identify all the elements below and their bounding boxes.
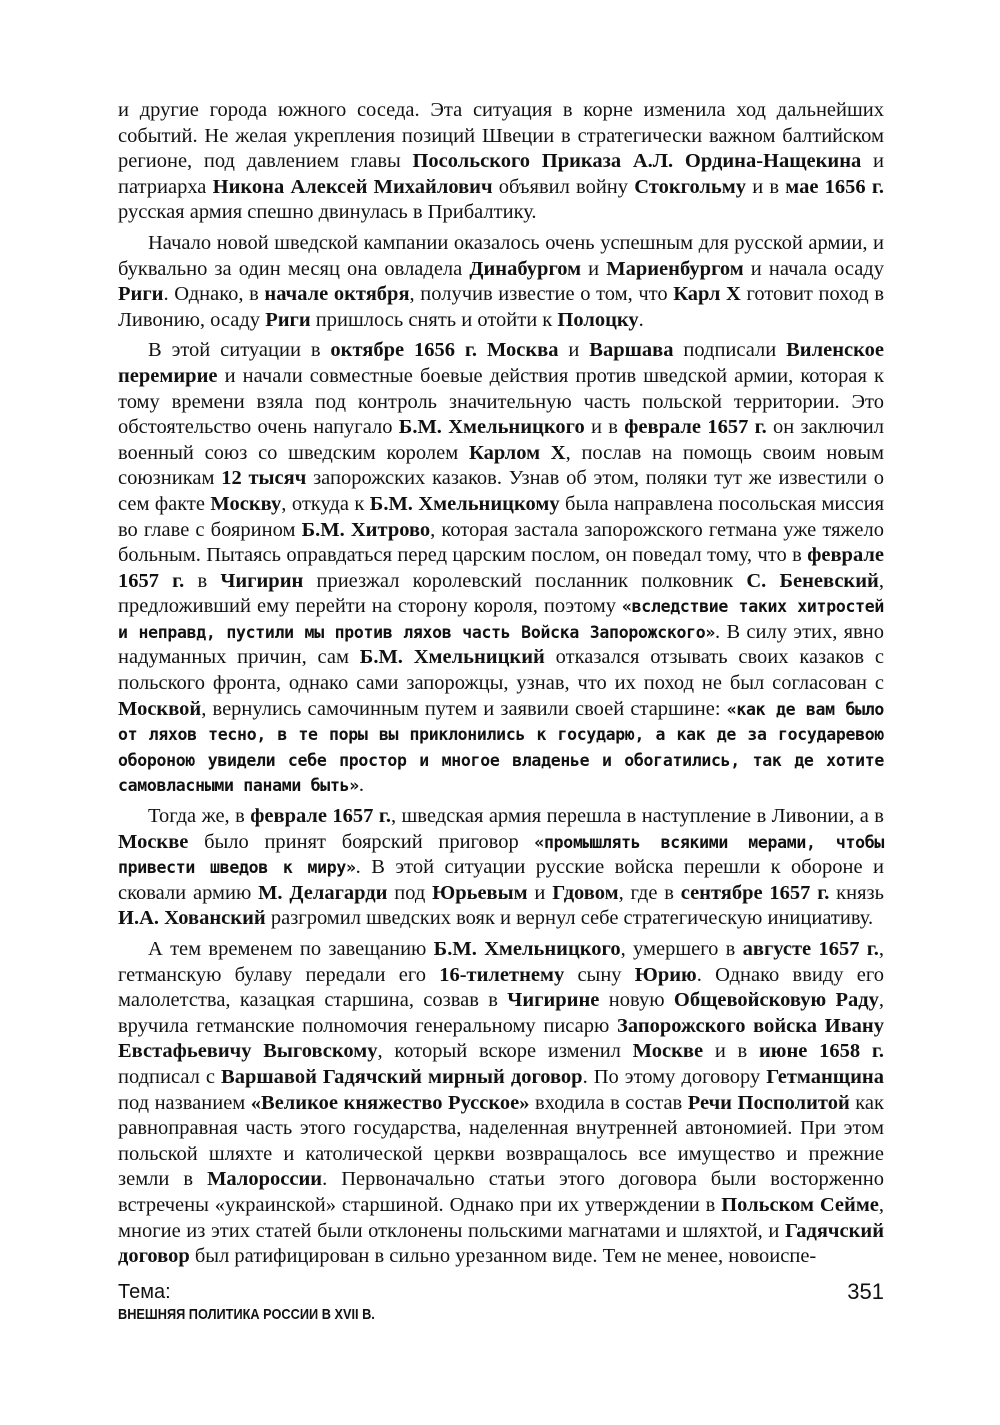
text-run: , вернулись самочинным путем и заявили своей старшине:	[201, 697, 727, 720]
paragraph	[118, 804, 884, 932]
text-run: А тем временем по завещанию	[148, 938, 434, 960]
bold-term: Б.М. Хмельницкого	[398, 416, 585, 439]
bold-term: Б.М. Хмельницкого	[433, 938, 621, 960]
bold-term: Юрьевым	[432, 881, 528, 904]
bold-term: Общевойсковую Раду	[673, 989, 879, 1012]
text-run: , гетманскую булаву передали его	[118, 938, 884, 986]
bold-term: Риги	[118, 283, 164, 306]
paragraph	[118, 231, 884, 333]
text-run: сыну	[564, 963, 635, 986]
topic-title: ВНЕШНЯЯ ПОЛИТИКА РОССИИ В XVII В.	[118, 1306, 375, 1323]
text-run: . Однако ввиду его малолетства, казацкая старшина, созвав в	[118, 963, 884, 1012]
bold-term: Москвой	[118, 697, 202, 720]
text-run: готовит поход в Ливонию, осаду	[118, 283, 885, 331]
text-run: отказался отзывать своих казаков с польского фронта, однако сами запорожцы, узнав, что их поход не был согласован с	[118, 646, 885, 695]
text-run: пришлось снять и отойти к	[310, 308, 558, 331]
bold-term: начале октября	[264, 283, 410, 306]
text-run: В этой ситуации в	[148, 339, 331, 362]
bold-term: «Великое княжество Русское»	[250, 1091, 530, 1114]
bold-term: И.А. Хованский	[118, 907, 266, 930]
bold-term: Карл X	[673, 283, 741, 306]
text-run: как равноправная часть этого государства, наделенная внутренней автономией. При этом польской шляхте и католической церкви возвращалось все имущество и прежние земли в	[118, 1091, 884, 1191]
text-run: и в	[703, 1040, 759, 1063]
bold-term: Стокгольму	[634, 175, 746, 198]
bold-term: 12 тысяч	[221, 467, 307, 490]
bold-term: феврале 1657 г.	[118, 544, 884, 592]
bold-term: Варшавой Гадячский мирный договор	[221, 1065, 583, 1088]
body-text	[118, 98, 884, 1275]
bold-term: июне 1658 г.	[758, 1040, 884, 1063]
text-run: Тогда же, в	[148, 805, 251, 828]
text-run: приезжал королевский посланник полковник	[303, 569, 747, 592]
bold-term: сентябре 1657 г.	[680, 881, 830, 904]
bold-term: октябре 1656 г.	[330, 339, 478, 362]
text-run: русская армия спешно двинулась в Прибалтику.	[118, 201, 537, 224]
text-run: , получив известие о том, что	[409, 283, 674, 306]
text-run: . По этому договору	[582, 1065, 767, 1088]
bold-term: Карлом X	[468, 441, 566, 464]
bold-term: Речи Посполитой	[687, 1091, 850, 1114]
bold-term: Чигирине	[507, 989, 600, 1012]
text-run: .	[358, 774, 364, 797]
text-run: . Первоначально статьи этого договора были восторженно встречены «украинской» старшиной. Однако при их утверждении в	[118, 1168, 884, 1216]
page-footer	[118, 1280, 884, 1326]
bold-term: Никона Алексей Михайлович	[212, 175, 493, 198]
text-run: , которая застала запорожского гетмана уже тяжело больным. Пытаясь оправдаться перед царским послом, он поведал тому, что в	[118, 518, 884, 567]
text-run: и	[558, 339, 590, 362]
page-number: 351	[847, 1279, 884, 1304]
text-run: новую	[599, 989, 674, 1012]
text-run: князь	[829, 881, 884, 904]
text-run: и патриарха	[118, 150, 884, 198]
topic-label: Тема:	[118, 1281, 171, 1303]
text-run: он заключил военный союз со шведским королем	[118, 416, 884, 464]
text-run: , умершего в	[620, 938, 743, 960]
bold-term: Б.М. Хмельницкому	[369, 492, 560, 515]
text-run: и начали совместные боевые действия против шведской армии, которая к тому времени взяла под контроль значительную часть польской территории. Это обстоятельство очень напугало	[118, 364, 884, 439]
text-run: Начало новой шведской кампании оказалось очень успешным для русской армии, и буквально за один месяц она овладела	[118, 231, 884, 280]
paragraph	[118, 937, 884, 1270]
text-run: , который вскоре изменил	[377, 1040, 633, 1063]
text-run: и начала осаду	[743, 257, 884, 280]
text-run: и в	[745, 175, 786, 198]
text-run: было принят боярский приговор	[188, 830, 535, 853]
bold-term: М. Делагарди	[258, 881, 388, 904]
text-run: подписали	[673, 339, 787, 362]
bold-term: Москве	[632, 1040, 704, 1063]
text-run: , послав на помощь своим новым союзникам	[118, 441, 884, 490]
bold-term: феврале 1657 г.	[250, 805, 391, 828]
text-run: входила в состав	[529, 1091, 688, 1114]
bold-term: феврале 1657 г.	[624, 416, 767, 439]
text-run: в	[184, 569, 221, 592]
text-run: под	[387, 881, 433, 904]
text-run: , где в	[618, 881, 681, 904]
text-run: , предложивший ему перейти на сторону короля, поэтому	[118, 569, 884, 618]
bold-term: 16-тилетнему	[439, 963, 565, 986]
bold-term: Москве	[118, 830, 189, 853]
text-run: и	[527, 881, 553, 904]
bold-term: Посольского Приказа А.Л. Ордина-Нащекина	[412, 150, 862, 173]
paragraph	[118, 338, 884, 799]
text-run: . В силу этих, явно надуманных причин, сам	[118, 620, 884, 669]
text-run: , многие из этих статей были отклонены польскими магнатами и шляхтой, и	[118, 1193, 885, 1242]
bold-term: Запорожского войска Ивану Евстафьевичу Выговскому	[118, 1014, 884, 1063]
bold-term: Полоцку	[557, 308, 639, 331]
bold-term: Москва	[486, 339, 559, 362]
text-run: под названием	[118, 1091, 251, 1114]
bold-term: С. Беневский	[746, 569, 879, 592]
text-run: и в	[584, 416, 625, 439]
bold-term: Москву	[210, 492, 282, 515]
bold-term: Динабургом	[469, 257, 582, 280]
bold-term: Гетманщина	[766, 1065, 884, 1088]
bold-term: Гадячский договор	[118, 1219, 884, 1268]
text-run: .	[638, 308, 644, 331]
bold-term: Б.М. Хмельницкий	[359, 646, 545, 669]
bold-term: Чигирин	[220, 569, 304, 592]
bold-term: мае 1656 г.	[785, 175, 885, 198]
text-run: был ратифицирован в сильно урезанном виде. Тем не менее, новоиспе-	[189, 1245, 817, 1268]
text-run	[477, 339, 487, 361]
text-run: и другие города южного соседа. Эта ситуация в корне изменила ход дальнейших событий. Не желая укрепления позиций Швеции в стратегически важном балтийском регионе, под давлением главы	[118, 99, 884, 173]
text-run: объявил войну	[492, 175, 635, 198]
old-style-quote: «промышлять всякими мерами, чтобы привести шведов к миру»	[118, 832, 884, 878]
text-run: и	[581, 257, 607, 280]
text-run: запорожских казаков. Узнав об этом, поляки тут же известили о сем факте	[118, 467, 884, 515]
text-run: , вручила гетманские полномочия генеральному писарю	[118, 989, 884, 1037]
bold-term: Риги	[265, 308, 311, 331]
text-run: , шведская армия перешла в наступление в Ливонии, а в	[390, 805, 884, 828]
bold-term: Гдовом	[552, 881, 619, 904]
text-run: . Однако, в	[163, 283, 265, 306]
bold-term: Юрию	[634, 963, 697, 986]
bold-term: Мариенбургом	[606, 257, 744, 280]
bold-term: Б.М. Хитрово	[301, 518, 431, 541]
bold-term: Малороссии	[207, 1168, 323, 1191]
bold-term: Виленское перемирие	[118, 339, 885, 387]
old-style-quote: «вследствие таких хитростей и неправд, пустили мы против ляхов часть Войска Запорожского»	[118, 597, 884, 642]
text-run: , откуда к	[281, 492, 370, 515]
text-run: . В этой ситуации русские войска перешли к обороне и сковали армию	[118, 856, 884, 904]
old-style-quote: «как де вам было от ляхов тесно, в те поры вы приклонились к государю, а как де за государевою обороною увидели себе простор и многое владенье и обогатились, так де хотите самовласными панами быть»	[118, 699, 884, 796]
bold-term: августе 1657 г.	[742, 938, 879, 960]
paragraph	[118, 98, 884, 226]
text-run: подписал с	[118, 1065, 222, 1088]
text-run: была направлена посольская миссия во главе с боярином	[118, 492, 884, 541]
bold-term: Польском Сейме	[721, 1193, 879, 1216]
text-run: разгромил шведских вояк и вернул себе стратегическую инициативу.	[265, 907, 874, 930]
bold-term: Варшава	[589, 339, 674, 362]
